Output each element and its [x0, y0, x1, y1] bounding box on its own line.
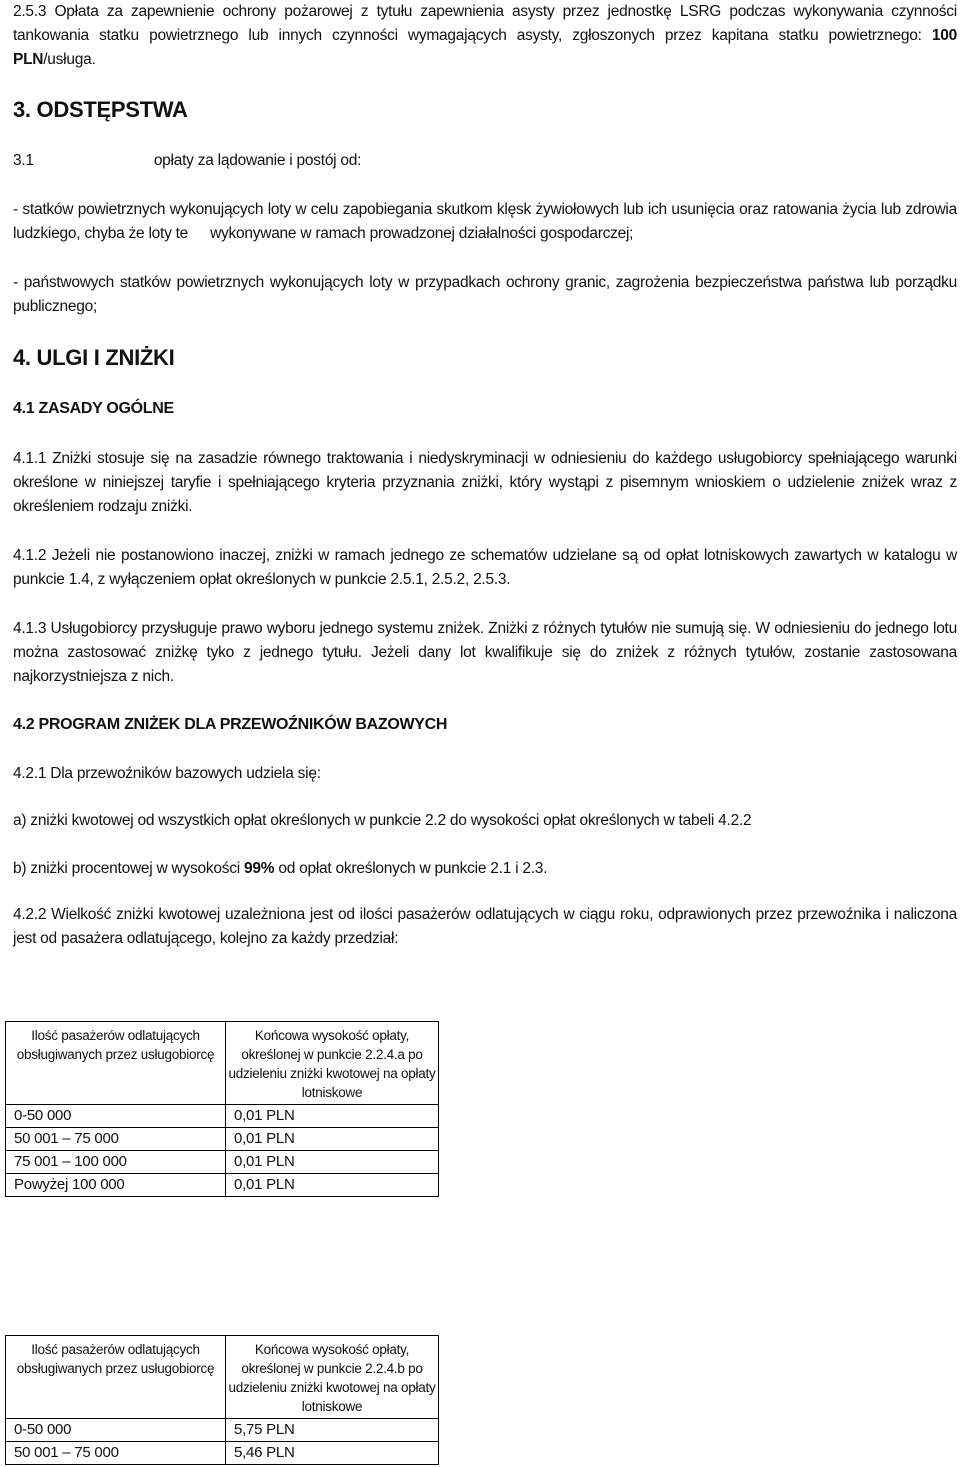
passenger-range-cell: 50 001 – 75 000: [6, 1128, 226, 1151]
fee-cell: 0,01 PLN: [226, 1128, 439, 1151]
passenger-range-cell: 75 001 – 100 000: [6, 1151, 226, 1174]
percent-discount: 99%: [243, 860, 275, 877]
paragraph-2-5-3: [13, 0, 957, 72]
fee-unit: /usługa.: [43, 51, 96, 68]
section-3-heading: 3. ODSTĘPSTWA: [13, 97, 188, 122]
header-final-fee: Końcowa wysokość opłaty, określonej w punkcie 2.2.4.b po udzieleniu zniżki kwotowej na opłaty lotniskowe: [226, 1336, 439, 1419]
paragraph-4-2-1: 4.2.1 Dla przewoźników bazowych udziela się:: [13, 765, 321, 782]
bullet-natural-disasters-text: - statków powietrznych wykonujących loty w celu zapobiegania skutkom klęsk żywiołowych lub ich usunięcia oraz ratowania życia lub zdrowia ludzkiego, chyba że loty te: [13, 201, 957, 242]
subsection-4-2-heading: 4.2 PROGRAM ZNIŻEK DLA PRZEWOŹNIKÓW BAZOWYCH: [13, 716, 448, 733]
bullet-state-aircraft: - państwowych statków powietrznych wykonujących loty w przypadkach ochrony granic, zagrożenia bezpieczeństwa państwa lub porządku publicznego;: [13, 274, 957, 315]
table-row: [6, 1105, 439, 1128]
table-row: [6, 1419, 439, 1442]
paragraph-4-2-1-b: [13, 857, 957, 881]
header-passenger-count: Ilość pasażerów odlatujących obsługiwanych przez usługobiorcę: [6, 1022, 226, 1105]
passenger-range-cell: Powyżej 100 000: [6, 1174, 226, 1197]
bullet-natural-disasters: [13, 198, 957, 246]
fee-cell: 0,01 PLN: [226, 1105, 439, 1128]
fee-cell: 0,01 PLN: [226, 1151, 439, 1174]
fee-amount: 100 PLN: [13, 27, 957, 68]
table-header-row: [6, 1336, 439, 1419]
section-4-heading: 4. ULGI I ZNIŻKI: [13, 345, 175, 370]
paragraph-4-2-2: 4.2.2 Wielkość zniżki kwotowej uzależniona jest od ilości pasażerów odlatujących w ciągu roku, odprawionych przez przewoźnika i naliczona jest od pasażera odlatującego, kolejno za każdy przedział:: [13, 906, 957, 947]
subsection-4-1-heading: 4.1 ZASADY OGÓLNE: [13, 400, 174, 417]
table-row: [6, 1128, 439, 1151]
paragraph-4-1-3: 4.1.3 Usługobiorcy przysługuje prawo wyboru jednego systemu zniżek. Zniżki z różnych tytułów nie sumują się. W odniesieniu do jednego lotu można zastosować zniżkę tyko z jednego tytułu. Jeżeli dany lot kwalifikuje się do zniżek z różnych tytułów, zostanie zastosowana najkorzystniejsza z nich.: [13, 620, 957, 685]
item-3-1-number: 3.1: [13, 152, 34, 169]
discount-table-a: [5, 1021, 439, 1197]
header-final-fee: Końcowa wysokość opłaty, określonej w punkcie 2.2.4.a po udzieleniu zniżki kwotowej na opłaty lotniskowe: [226, 1022, 439, 1105]
header-passenger-count: Ilość pasażerów odlatujących obsługiwanych przez usługobiorcę: [6, 1336, 226, 1419]
paragraph-4-1-2: 4.1.2 Jeżeli nie postanowiono inaczej, zniżki w ramach jednego ze schematów udzielane są od opłat lotniskowych zawartych w katalogu w punkcie 1.4, z wyłączeniem opłat określonych w punkcie 2.5.1, 2.5.2, 2.5.3.: [13, 547, 957, 588]
table-row: [6, 1151, 439, 1174]
fee-cell: 5,46 PLN: [226, 1442, 439, 1465]
fee-cell: 0,01 PLN: [226, 1174, 439, 1197]
passenger-range-cell: 50 001 – 75 000: [6, 1442, 226, 1465]
paragraph-4-1-1: 4.1.1 Zniżki stosuje się na zasadzie równego traktowania i niedyskryminacji w odniesieniu do każdego usługobiorcy spełniającego warunki określone w niniejszej taryfie i spełniającego kryteria przyznania zniżki, który wystąpi z pisemnym wnioskiem o udzielenie zniżek wraz z określeniem rodzaju zniżki.: [13, 450, 957, 515]
bullet-natural-disasters-text-end: wykonywane w ramach prowadzonej działalności gospodarczej;: [210, 225, 634, 242]
table-header-row: [6, 1022, 439, 1105]
passenger-range-cell: 0-50 000: [6, 1105, 226, 1128]
fee-cell: 5,75 PLN: [226, 1419, 439, 1442]
item-3-1-text: opłaty za lądowanie i postój od:: [153, 152, 362, 169]
table-row: [6, 1442, 439, 1465]
passenger-range-cell: 0-50 000: [6, 1419, 226, 1442]
paragraph-4-2-1-b-text-end: od opłat określonych w punkcie 2.1 i 2.3.: [274, 860, 548, 877]
item-3-1: [13, 149, 957, 173]
table-row: [6, 1174, 439, 1197]
paragraph-4-2-1-b-text: b) zniżki procentowej w wysokości: [13, 860, 244, 877]
paragraph-4-2-1-a: a) zniżki kwotowej od wszystkich opłat określonych w punkcie 2.2 do wysokości opłat określonych w tabeli 4.2.2: [13, 812, 752, 829]
paragraph-2-5-3-text: 2.5.3 Opłata za zapewnienie ochrony pożarowej z tytułu zapewnienia asysty przez jednostkę LSRG podczas wykonywania czynności tankowania statku powietrznego lub innych czynności wymagających asysty, zgłoszonych przez kapitana statku powietrznego:: [13, 3, 957, 44]
discount-table-b: [5, 1335, 439, 1465]
